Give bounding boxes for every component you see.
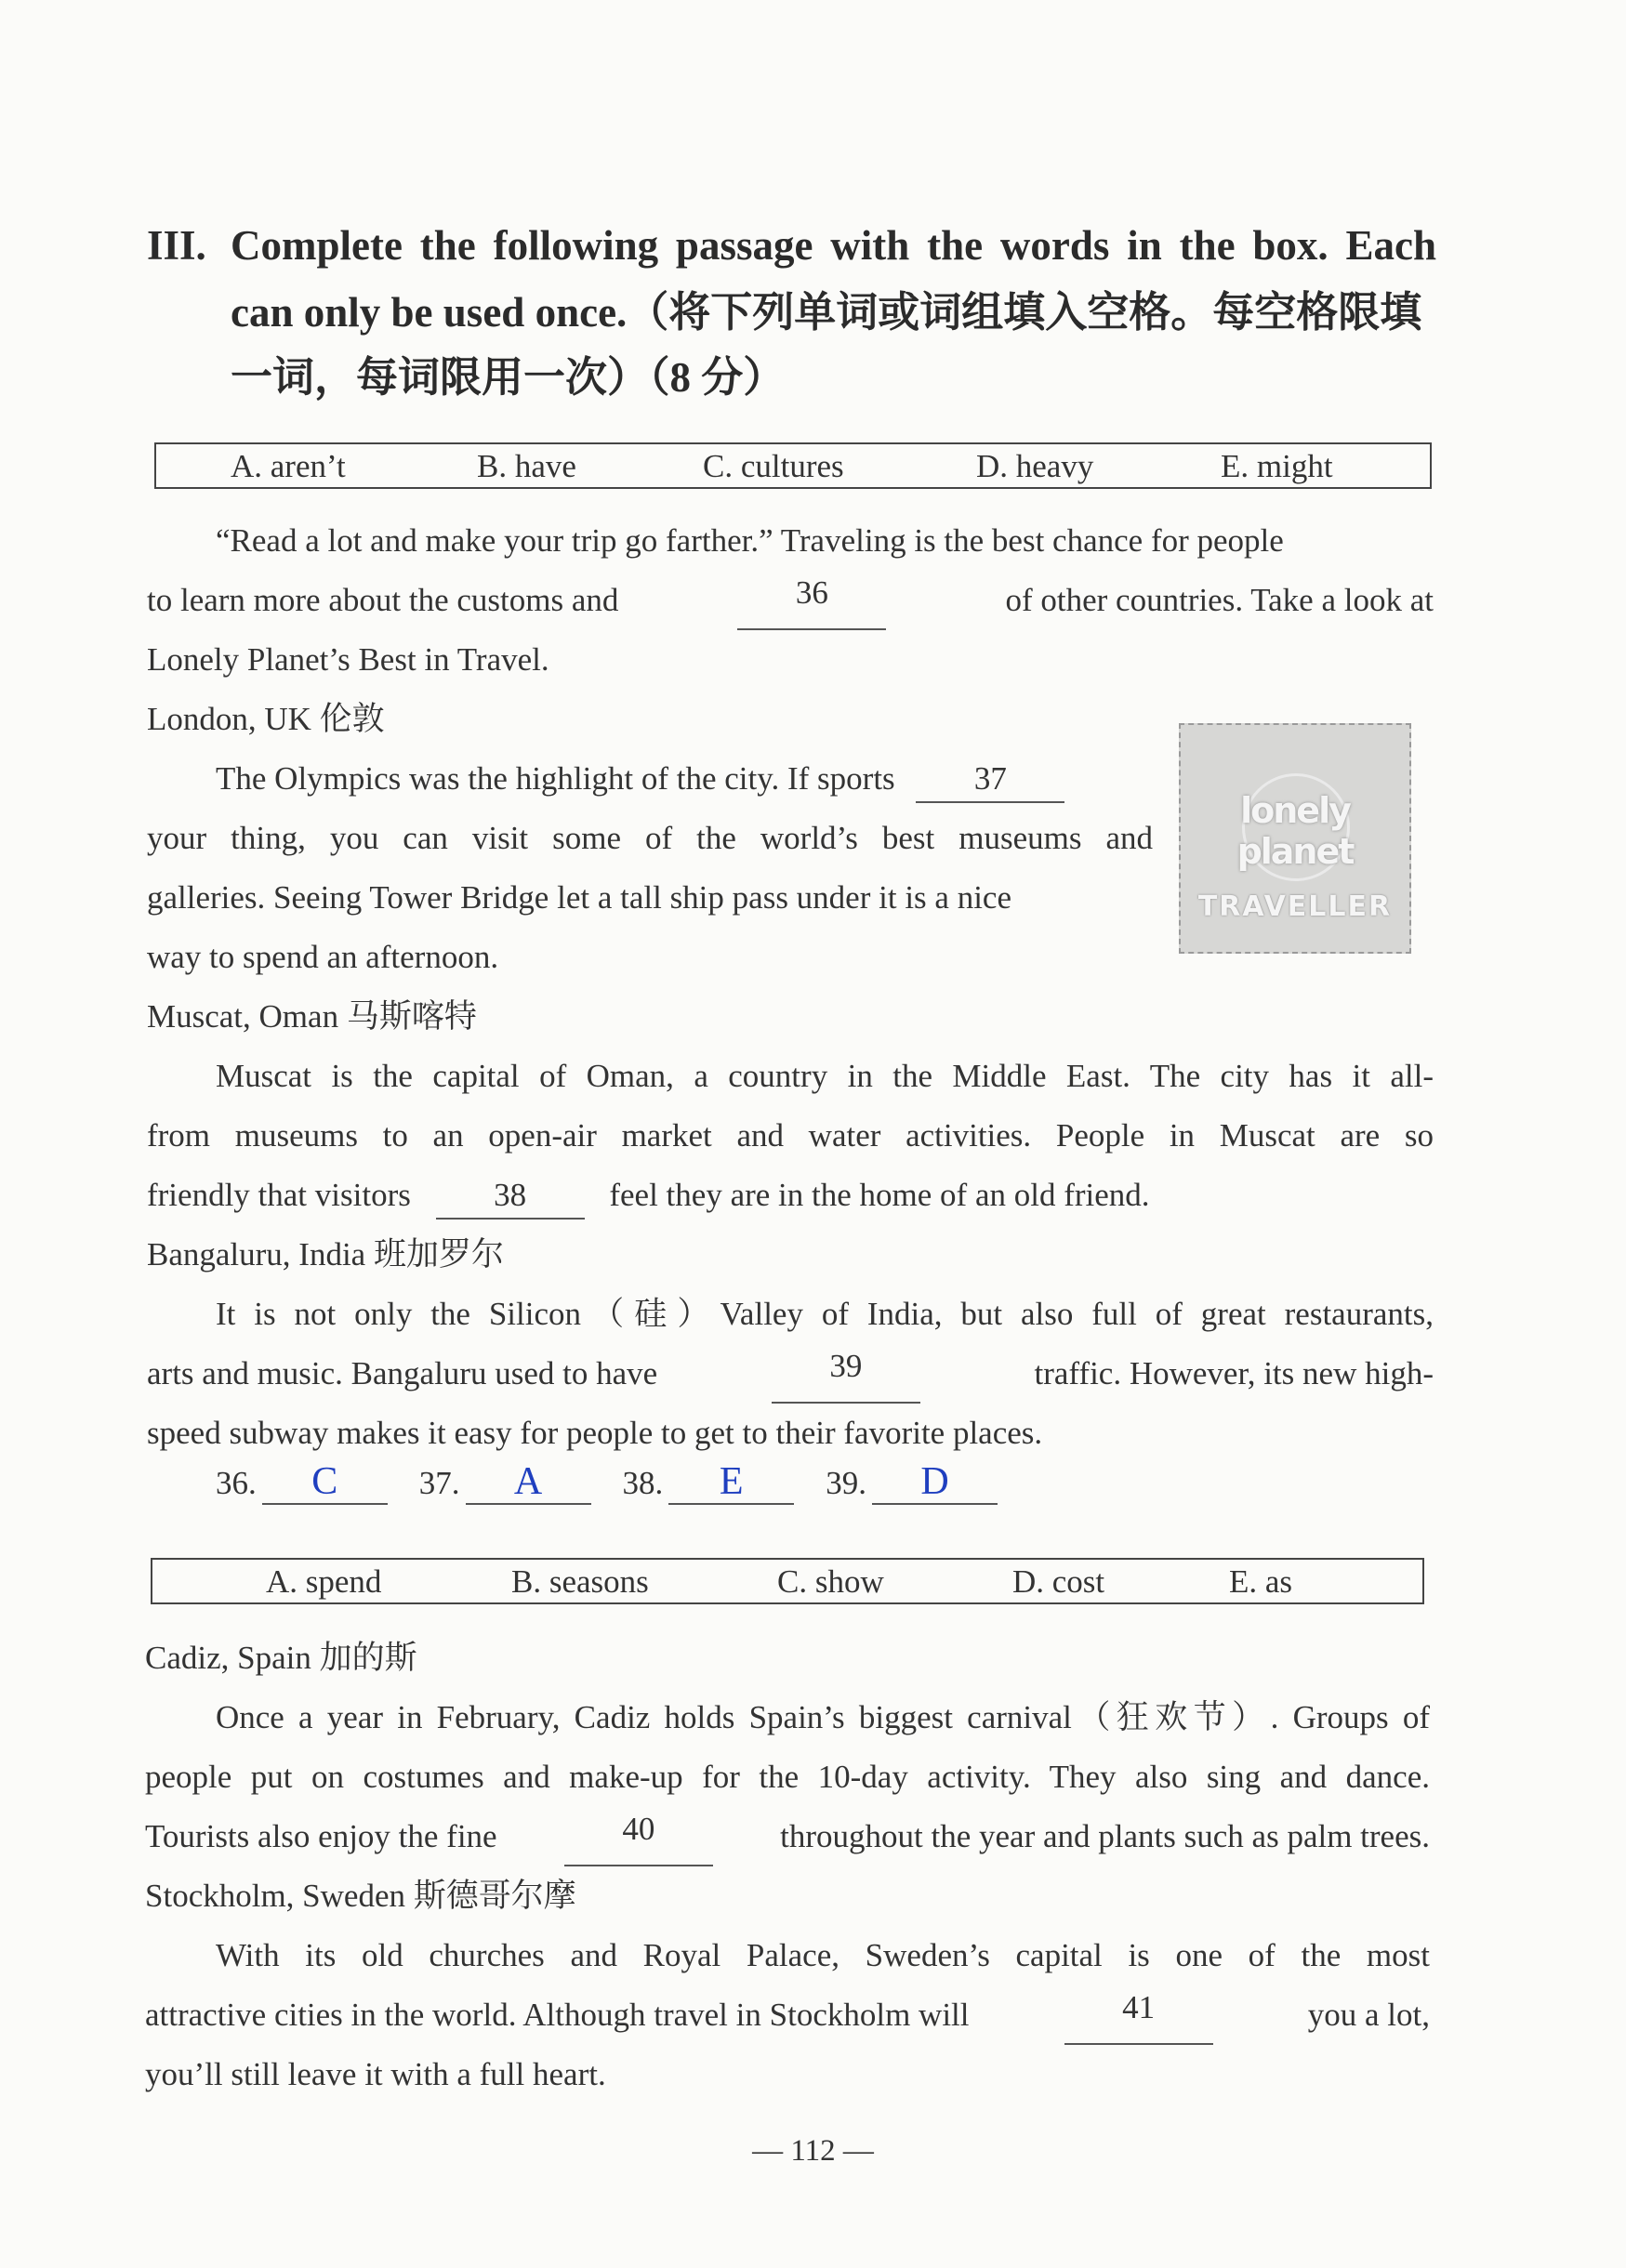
paragraph-line: people put on costumes and make-up for the 10-day activity. They also sing and dance.	[145, 1759, 1430, 1795]
paragraph-line: way to spend an afternoon.	[147, 939, 499, 975]
word-box-option: D. cost	[1012, 1563, 1105, 1600]
paragraph-line: arts and music. Bangaluru used to have 39 traffic. However, its new high-	[147, 1344, 1434, 1404]
word-box-option: E. as	[1229, 1563, 1293, 1600]
subheading-stockholm: Stockholm, Sweden 斯德哥尔摩	[145, 1878, 576, 1914]
answer-38[interactable]: E	[668, 1460, 794, 1505]
paragraph-line: “Read a lot and make your trip go farther.” Traveling is the best chance for people	[216, 522, 1284, 559]
page-number: — 112 —	[752, 2134, 874, 2168]
answer-37[interactable]: A	[466, 1460, 591, 1505]
logo-subtext: TRAVELLER	[1197, 890, 1393, 923]
paragraph-line: your thing, you can visit some of the world’s best museums and	[147, 820, 1153, 856]
answer-36[interactable]: C	[262, 1460, 388, 1505]
paragraph-line: speed subway makes it easy for people to get to their favorite places.	[147, 1415, 1043, 1451]
word-box-1	[154, 442, 1432, 489]
lonely-planet-logo	[1179, 723, 1411, 954]
blank-40[interactable]: 40	[564, 1807, 713, 1866]
paragraph-line: Muscat is the capital of Oman, a country in the Middle East. The city has it all-	[216, 1058, 1434, 1094]
subheading-muscat: Muscat, Oman 马斯喀特	[147, 998, 477, 1035]
word-box-2	[151, 1558, 1424, 1604]
word-box-option: D. heavy	[976, 448, 1094, 484]
paragraph-line: With its old churches and Royal Palace, Sweden’s capital is one of the most	[216, 1937, 1430, 1973]
blank-37[interactable]: 37	[916, 757, 1064, 803]
paragraph-line: The Olympics was the highlight of the city. If sports 37	[216, 749, 1081, 809]
paragraph-line: you’ll still leave it with a full heart.	[145, 2056, 606, 2092]
section-title-line-3: 一词，每词限用一次）（8 分）	[231, 354, 786, 401]
subheading-bangaluru: Bangaluru, India 班加罗尔	[147, 1236, 504, 1272]
word-box-option: C. cultures	[703, 448, 844, 484]
section-number: III.	[147, 222, 206, 269]
blank-41[interactable]: 41	[1064, 1985, 1213, 2045]
answer-row: 36. C 37. A 38. E 39. D	[216, 1456, 1029, 1511]
word-box-option: C. show	[777, 1563, 884, 1600]
answer-39[interactable]: D	[872, 1460, 998, 1505]
logo-text: lonely planet	[1236, 790, 1354, 872]
section-title-line-1: Complete the following passage with the words in the box. Each	[231, 222, 1436, 269]
subheading-cadiz: Cadiz, Spain 加的斯	[145, 1640, 417, 1676]
blank-36[interactable]: 36	[737, 571, 886, 630]
word-box-option: A. spend	[266, 1563, 382, 1600]
word-box-option: B. have	[477, 448, 576, 484]
paragraph-line: friendly that visitors 38 feel they are in the home of an old friend.	[147, 1166, 1150, 1225]
blank-38[interactable]: 38	[436, 1173, 585, 1220]
paragraph-line: It is not only the Silicon（硅）Valley of India, but also full of great restaurants,	[216, 1296, 1434, 1332]
subheading-london: London, UK 伦敦	[147, 701, 385, 737]
paragraph-line: Tourists also enjoy the fine 40 throughout the year and plants such as palm trees.	[145, 1807, 1430, 1866]
word-box-option: E. might	[1221, 448, 1333, 484]
paragraph-line: galleries. Seeing Tower Bridge let a tall ship pass under it is a nice	[147, 879, 1011, 916]
section-title-line-2: can only be used once.（将下列单词或词组填入空格。每空格限填	[231, 289, 1422, 336]
paragraph-line: Lonely Planet’s Best in Travel.	[147, 641, 549, 678]
word-box-option: A. aren’t	[231, 448, 346, 484]
paragraph-line: attractive cities in the world. Although travel in Stockholm will 41 you a lot,	[145, 1985, 1430, 2045]
blank-39[interactable]: 39	[772, 1344, 920, 1404]
paragraph-line: to learn more about the customs and 36 of other countries. Take a look at	[147, 571, 1434, 630]
word-box-option: B. seasons	[511, 1563, 649, 1600]
paragraph-line: Once a year in February, Cadiz holds Spain’s biggest carnival（狂欢节）. Groups of	[216, 1699, 1430, 1735]
paragraph-line: from museums to an open-air market and water activities. People in Muscat are so	[147, 1117, 1434, 1154]
